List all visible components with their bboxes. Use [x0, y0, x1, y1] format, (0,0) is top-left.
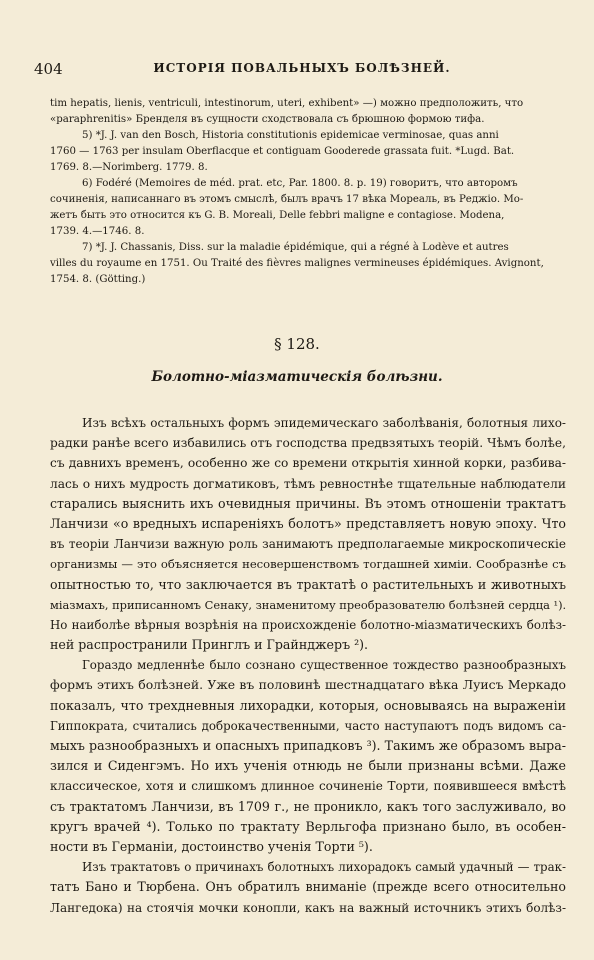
body-line: классическое, хотя и слишкомъ длинное сочиненіе Торти, появившееся вмѣстѣ [50, 779, 566, 794]
body-line: кругъ врачей ⁴). Только по трактату Верльгофа признано было, въ особен- [50, 818, 566, 834]
body-line: формъ этихъ болѣзней. Уже въ половинѣ шестнадцатаго вѣка Луисъ Меркадо [50, 677, 566, 693]
page-number: 404 [34, 60, 63, 78]
footnote-line: 1754. 8. (Götting.) [50, 274, 146, 285]
body-line: Лангедока) на стоячія мочки конопли, какъ на важный источникъ этихъ болѣз- [50, 900, 566, 915]
footnote-line: villes du royaume en 1751. Ou Traité des fièvres malignes vermineuses épidémiques. Avignont, [50, 258, 544, 269]
body-line: ности въ Германіи, достоинство ученія Торти ⁵). [50, 838, 373, 854]
body-line: Изъ трактатовъ о причинахъ болотныхъ лихорадокъ самый удачный — трак- [82, 860, 566, 875]
body-line: Изъ всѣхъ остальныхъ формъ эпидемическаго заболѣванія, болотныя лихо- [82, 416, 566, 430]
page-header [34, 60, 570, 80]
footnote-line: сочиненія, написаннаго въ этомъ смыслѣ, былъ врачъ 17 вѣка Мореаль, въ Реджіо. Мо- [50, 194, 524, 205]
body-line: мыхъ разнообразныхъ и опасныхъ припадковъ ³). Такимъ же образомъ выра- [50, 738, 566, 753]
body-line: Гораздо медленнѣе было сознано существенное тождество разнообразныхъ [82, 658, 566, 673]
body-line: съ давнихъ временъ, особенно же со времени открытія хинной корки, разбива- [50, 456, 566, 471]
footnote-line: 1760 — 1763 per insulam Oberflacque et contiguam Gooderede grassata fuit. *Lugd. Bat. [50, 146, 515, 157]
footnote-line: 5) *J. J. van den Bosch, Historia constitutionis epidemicae verminosae, quas anni [82, 130, 499, 141]
body-line: Гиппократа, считались доброкачественными, часто наступаютъ подъ видомъ са- [50, 718, 566, 733]
body-line: Ланчизи «о вредныхъ испареніяхъ болотъ» представляетъ новую эпоху. Что [50, 515, 566, 531]
running-head: ИСТОРІЯ ПОВАЛЬНЫХЪ БОЛѢЗНЕЙ. [153, 61, 451, 75]
footnotes-block [50, 96, 566, 288]
body-line: лась о нихъ мудрость догматиковъ, тѣмъ ревностнѣе тщательные наблюдатели [50, 476, 566, 491]
footnote-line: 6) Fodéré (Memoires de méd. prat. etc, Par. 1800. 8. p. 19) говоритъ, что авторомъ [82, 178, 518, 189]
body-line: опытностью то, что заключается въ трактатѣ о растительныхъ и животныхъ [50, 576, 566, 592]
body-line: организмы — это объясняется несовершенствомъ тогдашней химіи. Сообразнѣе съ [50, 557, 566, 572]
footnote-line: tim hepatis, lienis, ventriculi, intestinorum, uteri, exhibent» —) можно предположить, что [50, 98, 524, 109]
body-line: въ теоріи Ланчизи важную роль занимаютъ предполагаемые микроскопическіе [50, 537, 566, 552]
body-line: показалъ, что трехдневныя лихорадки, которыя, основываясь на выраженіи [50, 697, 566, 713]
body-text [50, 413, 566, 918]
section-number: § 128. [274, 335, 320, 353]
body-line: радки ранѣе всего избавились отъ господства предвзятыхъ теорій. Чѣмъ болѣе, [50, 436, 566, 451]
footnote-line: 7) *J. J. Chassanis, Diss. sur la maladie épidémique, qui a régné à Lodève et autres [82, 242, 509, 253]
body-line: татъ Бано и Тюрбена. Онъ обратилъ вниманіе (прежде всего относительно [50, 879, 566, 895]
body-line: зился и Сиденгэмъ. Но ихъ ученія отнюдь не были признаны всѣми. Даже [50, 758, 566, 774]
body-line: Но наиболѣе вѣрныя возрѣнія на происхожденіе болотно-міазматическихъ болѣз- [50, 617, 566, 632]
body-line: старались выяснить ихъ очевидныя причины. Въ этомъ отношеніи трактатъ [50, 495, 566, 511]
footnote-line: 1739. 4.—1746. 8. [50, 226, 145, 237]
footnote-line: 1769. 8.—Norimberg. 1779. 8. [50, 162, 208, 173]
footnote-line: жетъ быть это относится къ G. B. Moreali, Delle febbri maligne e contagiose. Modena, [50, 210, 505, 221]
body-line: съ трактатомъ Ланчизи, въ 1709 г., не проникло, какъ того заслуживало, во [50, 798, 566, 814]
section-title: Болотно-міазматическія болѣзни. [151, 369, 443, 385]
body-line: міазмахъ, приписанномъ Сенаку, знаменитому преобразователю болѣзней сердца ¹). [50, 597, 566, 612]
body-line: ней распространили Принглъ и Грайнджеръ ²). [50, 637, 369, 653]
footnote-line: «paraphrenitis» Бренделя въ сущности сходствовала съ брюшною формою тифа. [50, 114, 485, 125]
